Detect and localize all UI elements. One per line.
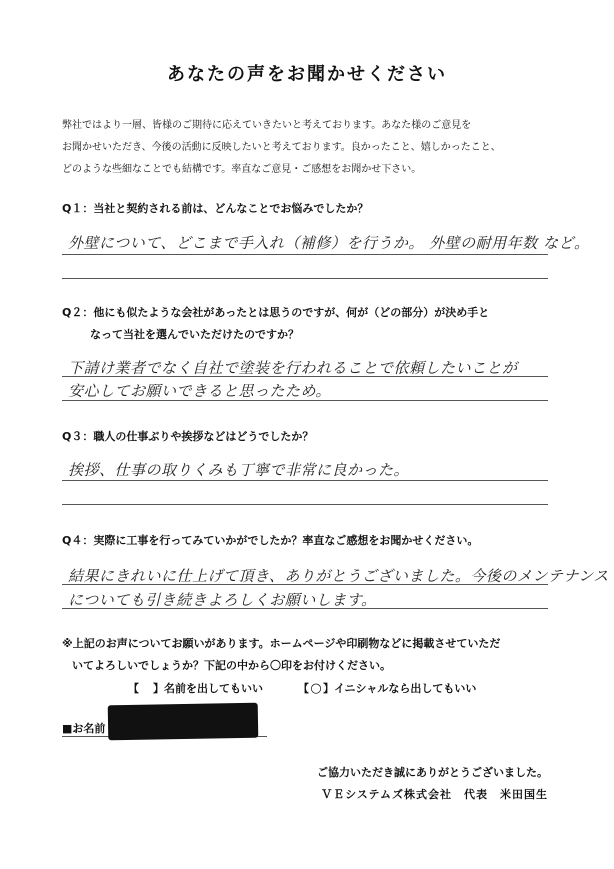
option-show-name[interactable] <box>128 680 263 696</box>
answer-rule <box>62 504 548 505</box>
company-signature: ＶＥシステムズ株式会社 代表 米田国生 <box>321 788 548 801</box>
answer-rule <box>62 278 548 279</box>
bracket: 【 <box>298 682 309 695</box>
answer-1-line-1: 外壁について、どこまで手入れ（補修）を行うか。 外壁の耐用年数 など。 <box>68 234 590 252</box>
option-label: 】イニシャルなら出してもいい <box>323 682 477 695</box>
question-3: Q３：職人の仕事ぶりや挨拶などはどうでしたか？ <box>62 430 314 443</box>
question-1: Q１：当社と契約される前は、どんなことでお悩みでしたか？ <box>62 202 369 215</box>
answer-2-line-1: 下請け業者でなく自社で塗装を行われることで依頼したいことが <box>68 359 518 377</box>
intro-text <box>62 115 562 181</box>
question-4: Q４：実際に工事を行ってみていかがでしたか？率直なご感想をお聞かせください。 <box>62 534 479 547</box>
question-2-line-2: なって当社を選んでいただけたのですか？ <box>90 328 299 341</box>
publication-notice <box>62 633 562 677</box>
answer-4-line-1: 結果にきれいに仕上げて頂き、ありがとうございました。今後のメンテナンス <box>68 567 609 585</box>
thanks-text: ご協力いただき誠にありがとうございました。 <box>317 766 548 779</box>
answer-rule <box>62 608 548 609</box>
page-title: あなたの声をお聞かせください <box>167 64 447 85</box>
bracket: 【 <box>128 682 139 695</box>
answer-4-line-2: についても引き続きよろしくお願いします。 <box>68 591 377 609</box>
intro-line: お聞かせいただき、今後の活動に反映したいと考えております。良かったこと、嬉しかったこと、 <box>62 142 501 153</box>
answer-3-line-1: 挨拶、仕事の取りくみも丁寧で非常に良かった。 <box>68 461 410 479</box>
answer-rule <box>62 400 548 401</box>
option-initials[interactable] <box>298 680 476 696</box>
answer-2-line-2: 安心してお願いできると思ったため。 <box>68 382 331 400</box>
notice-line: いてよろしいでしょうか？下記の中から〇印をお付けください。 <box>72 659 391 672</box>
intro-line: どのような些細なことでも結構です。率直なご意見・ご感想をお聞かせ下さい。 <box>62 164 422 175</box>
question-2-line-1: Q２：他にも似たような会社があったとは思うのですが、何が（どの部分）が決め手と <box>62 306 490 319</box>
answer-rule <box>62 584 548 585</box>
intro-line: 弊社ではより一層、皆様のご期待に応えていきたいと考えております。あなた様のご意見を <box>62 120 472 131</box>
question-2 <box>62 302 562 346</box>
answer-rule <box>62 480 548 481</box>
circle-mark: ○ <box>310 681 322 696</box>
notice-line: ※上記のお声についてお願いがあります。ホームページや印刷物などに掲載させていただ <box>62 637 501 650</box>
answer-rule <box>62 376 548 377</box>
name-label: ■お名前 <box>62 722 106 735</box>
option-label: 】名前を出してもいい <box>153 682 263 695</box>
redacted-name <box>108 703 259 741</box>
answer-rule <box>62 254 548 255</box>
